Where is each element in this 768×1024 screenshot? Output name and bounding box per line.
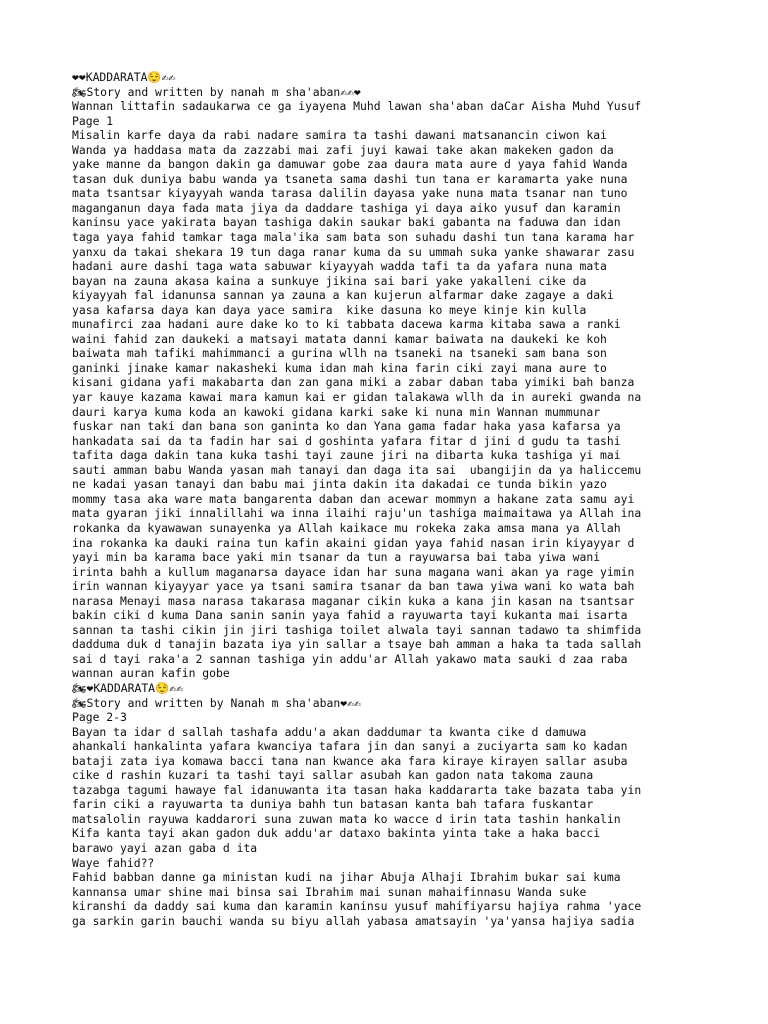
text-line: 🏍Story and written by Nanah m sha'aban❤✍✍ xyxy=(72,695,361,710)
text-line: sauti amman babu Wanda yasan mah tanayi dan daga ita sai ubangijin da ya haliccemu xyxy=(72,462,642,477)
text-line: 🏍❤KADDARATA😌✍✍ xyxy=(72,680,183,695)
text-line: ina rokanka ka dauki raina tun kafin akaini gidan yaya fahid nasan irin kiyayyar d xyxy=(72,535,635,550)
text-line: tazabga tagumi hawaye fal idanuwanta ita tasan haka kaddararta take bazata taba yin xyxy=(72,782,642,797)
text-line: yanxu da takai shekara 19 tun daga ranar kuma da su ummah suka yanke shawarar zasu xyxy=(72,244,635,259)
text-line: mata tsantsar kiyayyah wanda tarasa dalilin dayasa yake nuna mata tsanar nan tuno xyxy=(72,186,628,201)
text-line: bataji zata iya komawa bacci tana nan kwance aka fara kiraye kirayen sallar asuba xyxy=(72,753,628,768)
text-line: irinta bahh a kullum maganarsa dayace idan har suna magana wani akan ya rage yimin xyxy=(72,564,635,579)
text-line: maganganun daya fada mata jiya da daddare tashiga yi daya aiko yusuf dan karamin xyxy=(72,200,621,215)
text-line: Page 1 xyxy=(72,113,114,128)
text-line: tafita daga dakin tana kuka tashi tayi zaune jiri na dibarta kuka tashiga yi mai xyxy=(72,448,621,463)
text-line: dauri karya kuma koda an kawoki gidana karki sake ki nuna min Wannan mummunar xyxy=(72,404,601,419)
text-line: ❤❤KADDARATA😌✍✍ xyxy=(72,70,176,84)
text-line: Kifa kanta tayi akan gadon duk addu'ar dataxo bakinta yinta take a haka bacci xyxy=(72,826,601,841)
text-line: yar kauye kazama kawai mara kamun kai er gidan talakawa wllh da in aureki gwanda na xyxy=(72,390,642,405)
text-line: Waye fahid?? xyxy=(72,855,155,870)
text-line: ahankali hankalinta yafara kwanciya tafara jin dan sanyi a zuciyarta sam ko kadan xyxy=(72,739,628,754)
text-line: hadani aure dashi taga wata sabuwar kiyayyah wadda tafi ta da yafara nuna mata xyxy=(72,259,607,274)
text-line: tasan duk duniya babu wanda ya tsaneta sama dashi tun tana er karamarta yake nuna xyxy=(72,171,628,186)
text-line: narasa Menayi masa narasa takarasa maganar cikin kuka a kana jin kasan na tsantsar xyxy=(72,593,635,608)
text-line: Fahid babban danne ga ministan kudi na jihar Abuja Alhaji Ibrahim bukar sai kuma xyxy=(72,870,621,885)
text-line: hankadata sai da ta fadin har sai d goshinta yafara fitar d jini d gudu ta tashi xyxy=(72,433,621,448)
text-line: Bayan ta idar d sallah tashafa addu'a akan daddumar ta kwanta cike d damuwa xyxy=(72,724,587,739)
text-line: ga sarkin garin bauchi wanda su biyu allah yabasa amatsayin 'ya'yansa hajiya sadia xyxy=(72,913,635,928)
text-line: yasa kafarsa daya kan daya yace samira kike dasuna ko meye kinje kin kulla xyxy=(72,302,587,317)
text-line: rokanka da kyawawan sunayenka ya Allah kaikace mu rokeka zaka amsa mana ya Allah xyxy=(72,520,621,535)
text-line: mommy tasa aka ware mata bangarenta daban dan acewar mommyn a hakane zata samu ayi xyxy=(72,491,635,506)
text-line: sai d tayi raka'a 2 sannan tashiga yin addu'ar Allah yakawo mata sauki d zaa raba xyxy=(72,651,628,666)
text-line: ne kadai yasan tanayi dan babu mai jinta dakin ita dakadai ce tunda bikin yazo xyxy=(72,477,607,492)
text-line: waini fahid zan daukeki a matsayi matata danni kamar baiwata na daukeki ke koh xyxy=(72,331,607,346)
text-line: fuskar nan taki dan bana son ganinta ko dan Yana gama fadar haka yasa kafarsa ya xyxy=(72,419,621,434)
text-line: barawo yayi azan gaba d ita xyxy=(72,840,258,855)
text-line: Wannan littafin sadaukarwa ce ga iyayena Muhd lawan sha'aban daCar Aisha Muhd Yusuf xyxy=(72,99,642,114)
text-line: Page 2-3 xyxy=(72,710,127,725)
text-line: matsalolin rayuwa kaddarori suna zuwan mata ko wacce d irin tata tashin hankalin xyxy=(72,811,621,826)
text-line: kannansa umar shine mai binsa sai Ibrahim mai sunan mahaifinnasu Wanda suke xyxy=(72,884,587,899)
text-line: yayi min ba karama bace yaki min tsanar da tun a rayuwarsa bai taba yiwa wani xyxy=(72,550,601,565)
text-line: munafirci zaa hadani aure dake ko to ki tabbata dacewa karma kitaba sawa a ranki xyxy=(72,317,621,332)
text-line: taga yaya fahid tamkar taga mala'ika sam bata son suhadu dashi tun tana karama har xyxy=(72,230,635,245)
text-line: Misalin karfe daya da rabi nadare samira ta tashi dawani matsanancin ciwon kai xyxy=(72,128,607,143)
text-line: Wanda ya haddasa mata da zazzabi mai zafi juyi kawai take akan makeken gadon da xyxy=(72,142,614,157)
text-line: dadduma duk d tanajin bazata iya yin sallar a tsaye bah amman a haka ta tada sallah xyxy=(72,637,642,652)
text-line: kisani gidana yafi makabarta dan zan gana miki a zabar daban taba yimiki bah banza xyxy=(72,375,635,390)
text-line: farin ciki a rayuwarta ta duniya bahh tun batasan kanta bah tafara fuskantar xyxy=(72,797,594,812)
text-line: irin wannan kiyayyar yace ya tsani samira tsanar da ban tawa yiwa wani ko wata bah xyxy=(72,579,635,594)
text-line: cike d rashin kuzari ta tashi tayi sallar asubah kan gadon nata takoma zauna xyxy=(72,768,594,783)
text-line: bayan na zauna akasa kaina a sunkuye jikina sai bari yake yakalleni cike da xyxy=(72,273,587,288)
text-line: bakin ciki d kuma Dana sanin sanin yaya fahid a rayuwarta tayi kukanta mai isarta xyxy=(72,608,628,623)
text-line: kiyayyah fal idanunsa sannan ya zauna a kan kujerun alfarmar dake zagaye a daki xyxy=(72,288,614,303)
text-line: baiwata mah tafiki mahimmanci a gurina wllh na tsaneki na tsaneki sam bana son xyxy=(72,346,607,361)
text-line: kaninsu yace yakirata bayan tashiga dakin saukar baki gabanta na faduwa dan idan xyxy=(72,215,621,230)
text-line: wannan auran kafin gobe xyxy=(72,666,230,681)
text-line: sannan ta tashi cikin jin jiri tashiga toilet alwala tayi sannan tadawo ta shimfida xyxy=(72,622,642,637)
text-line: 🏍Story and written by nanah m sha'aban✍✍❤ xyxy=(72,84,361,99)
text-line: mata gyaran jiki innalillahi wa inna ilaihi raju'un tashiga maimaitawa ya Allah ina xyxy=(72,506,642,521)
text-line: ganinki jinake kamar nakasheki kuma idan mah kina farin ciki zayi mana aure to xyxy=(72,360,607,375)
text-line: kiranshi da daddy sai kuma dan karamin kaninsu yusuf mahifiyarsu hajiya rahma 'yace xyxy=(72,899,642,914)
text-line: yake manne da bangon dakin ga damuwar gobe zaa daura mata aure d yaya fahid Wanda xyxy=(72,157,628,172)
